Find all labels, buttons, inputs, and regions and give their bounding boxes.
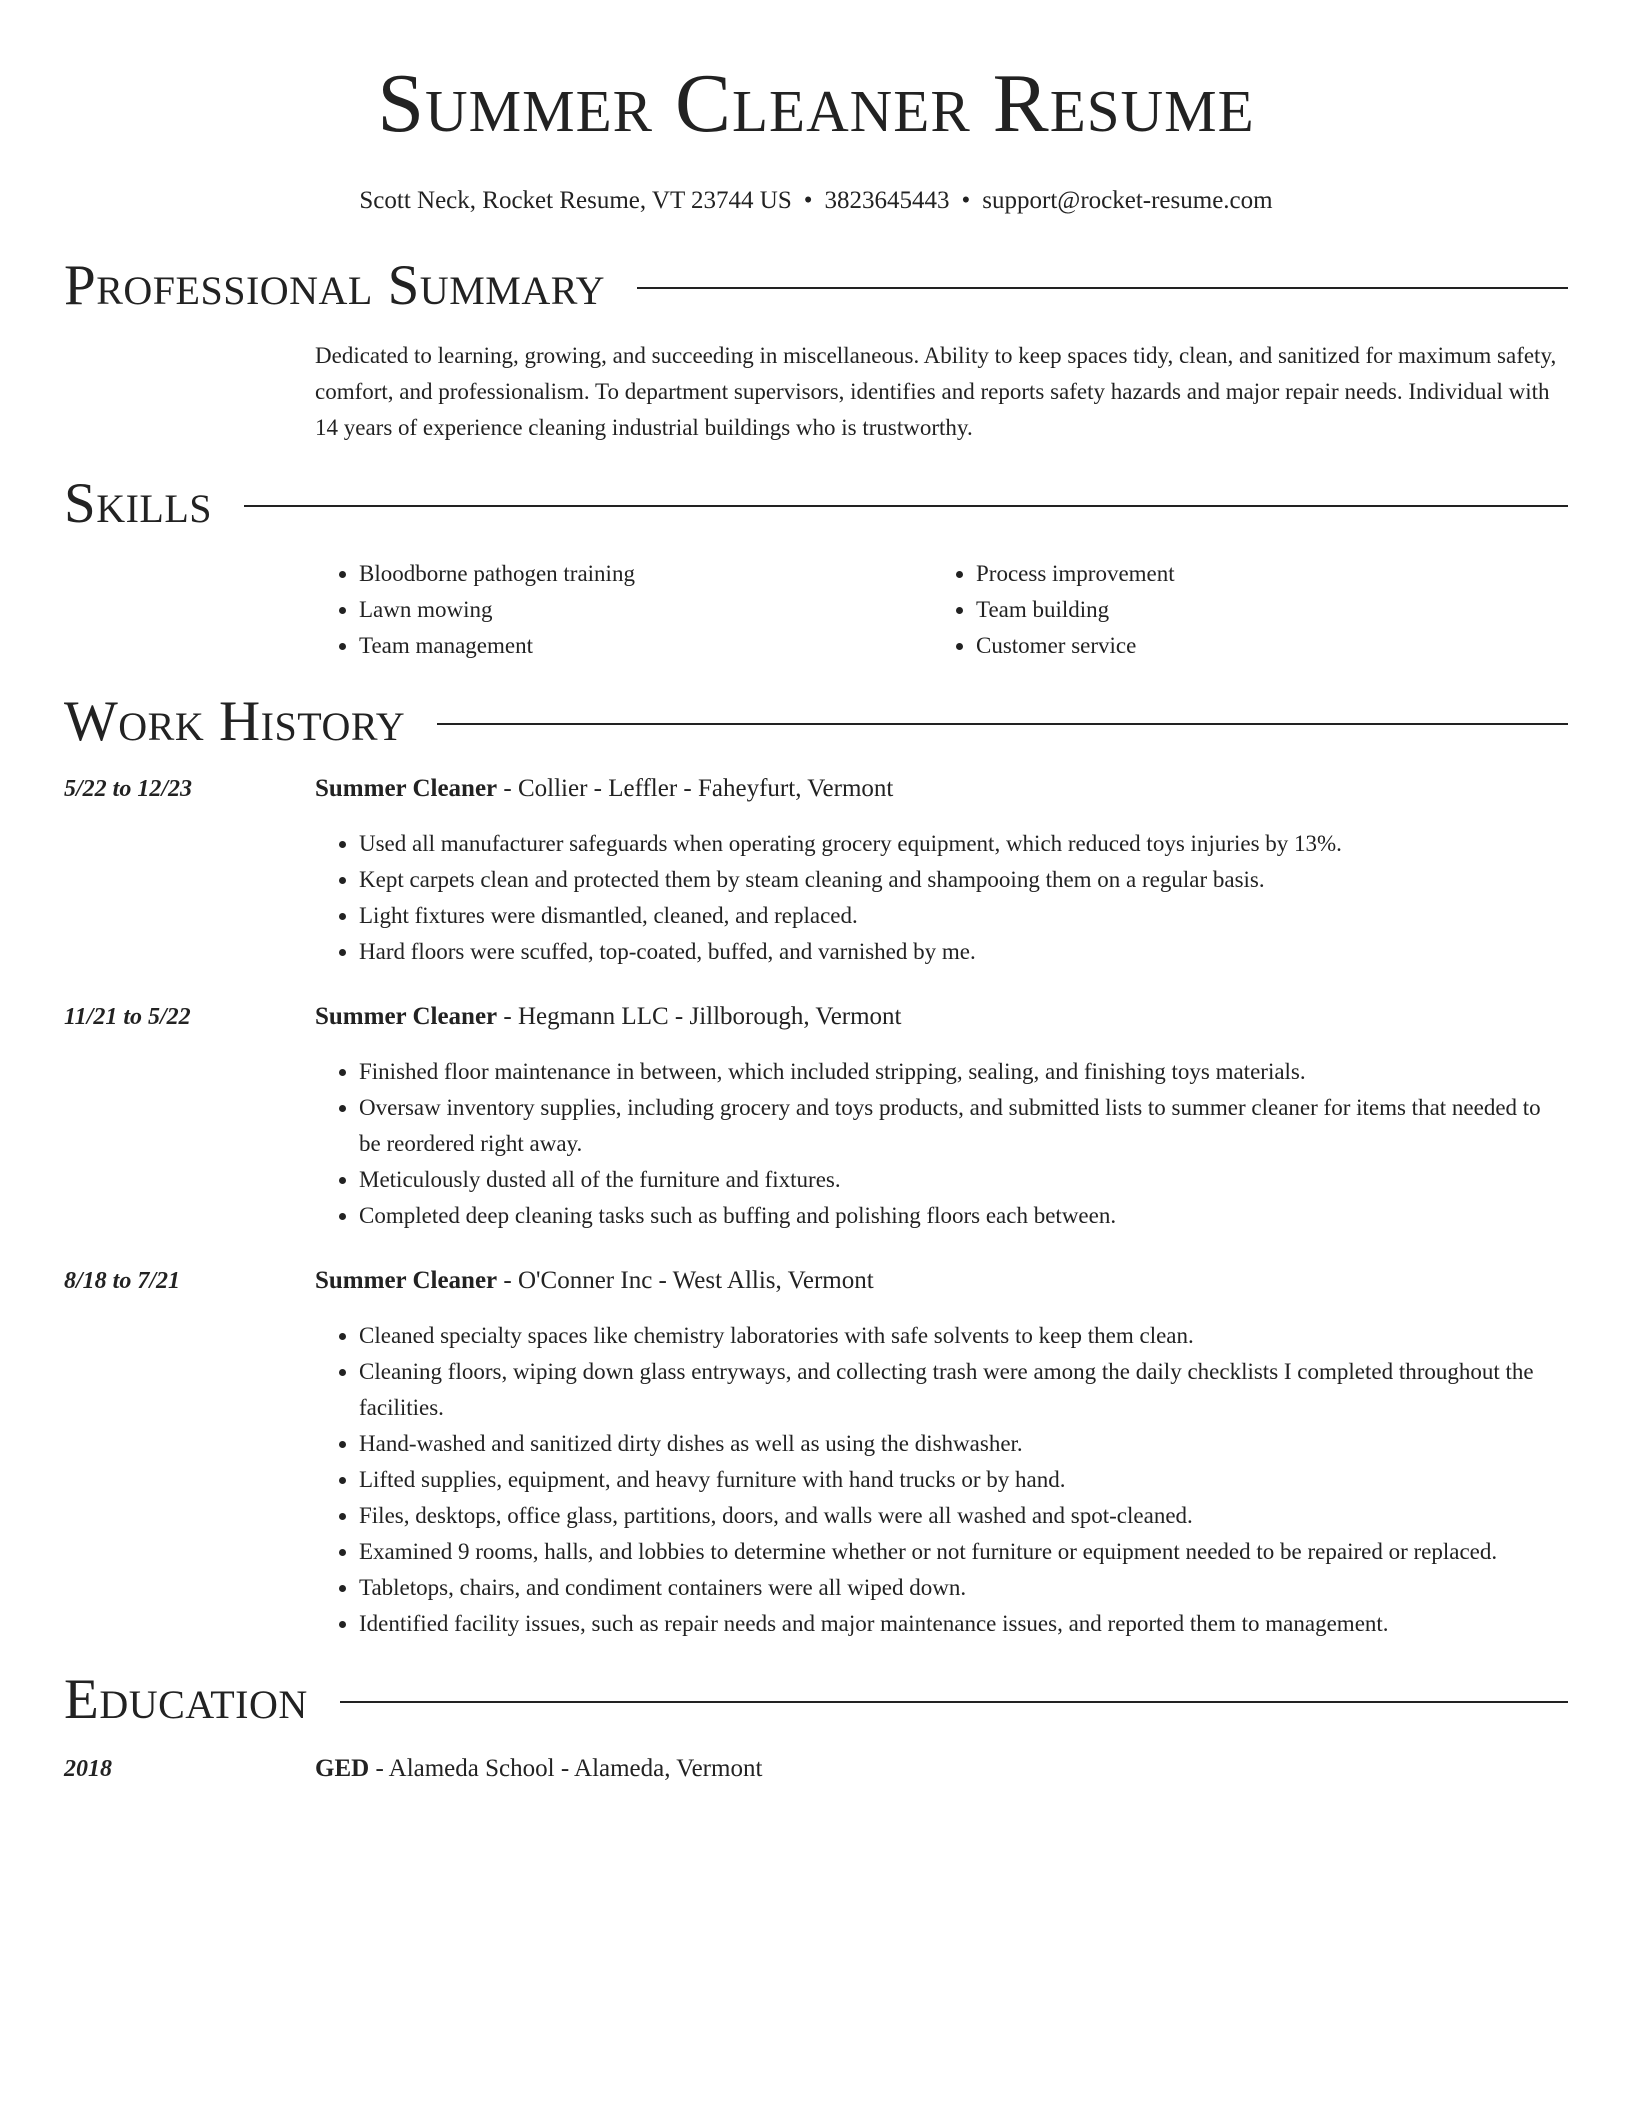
- skills-section-header: [64, 472, 1568, 536]
- contact-separator: •: [961, 187, 971, 214]
- work-heading: Work History: [64, 690, 406, 753]
- job-dates: 8/18 to 7/21: [64, 1268, 181, 1294]
- job-title: Summer Cleaner: [315, 1003, 498, 1030]
- job-bullet: • Light fixtures were dismantled, cleaned, and replaced.: [359, 898, 1568, 934]
- job-bullet: • Files, desktops, office glass, partitions, doors, and walls were all washed and spot-cleaned.: [359, 1498, 1568, 1534]
- skills-column-left: [315, 556, 932, 664]
- resume-title: Summer Cleaner Resume: [377, 57, 1255, 150]
- job-title-line: [315, 772, 1568, 806]
- job-bullets: [315, 1054, 1568, 1234]
- summary-text: Dedicated to learning, growing, and succeeding in miscellaneous. Ability to keep spaces tidy, clean, and sanitized for maximum safety, comfort, and professionalism. To department supervisors, identifies and reports safety hazards and major repair needs. Individual with 14 years of experience cleaning industrial buildings who is trustworthy.: [315, 343, 1557, 440]
- job-bullet: • Lifted supplies, equipment, and heavy furniture with hand trucks or by hand.: [359, 1462, 1568, 1498]
- section-divider: [244, 505, 1568, 507]
- summary-heading: Professional Summary: [64, 254, 606, 317]
- job-bullet: • Cleaning floors, wiping down glass entryways, and collecting trash were among the daily checklists I completed throughout the facilities.: [359, 1354, 1568, 1426]
- contact-address: Scott Neck, Rocket Resume, VT 23744 US: [359, 187, 792, 214]
- job-entry: [64, 772, 1568, 970]
- skills-column-right: [932, 556, 1549, 664]
- job-dates: 11/21 to 5/22: [64, 1004, 191, 1030]
- education-line: [315, 1752, 1568, 1786]
- contact-line: [64, 186, 1568, 216]
- skill-item: • Customer service: [976, 628, 1549, 664]
- job-bullets: [315, 826, 1568, 970]
- work-section-header: [64, 690, 1568, 754]
- contact-separator: •: [803, 187, 813, 214]
- education-degree: GED: [315, 1755, 370, 1782]
- job-bullet: • Identified facility issues, such as repair needs and major maintenance issues, and reported them to management.: [359, 1606, 1568, 1642]
- skill-item: • Team building: [976, 592, 1549, 628]
- resume-page: [64, 0, 1568, 1786]
- skill-item: • Lawn mowing: [359, 592, 932, 628]
- job-title-line: [315, 1264, 1568, 1298]
- education-year: 2018: [64, 1756, 112, 1782]
- job-employer: - Collier - Leffler - Faheyfurt, Vermont: [497, 775, 894, 802]
- job-bullet: • Examined 9 rooms, halls, and lobbies to determine whether or not furniture or equipment needed to be repaired or replaced.: [359, 1534, 1568, 1570]
- job-bullet: • Kept carpets clean and protected them by steam cleaning and shampooing them on a regular basis.: [359, 862, 1568, 898]
- job-title-line: [315, 1000, 1568, 1034]
- section-divider: [340, 1701, 1568, 1703]
- section-divider: [437, 723, 1568, 725]
- job-employer: - Hegmann LLC - Jillborough, Vermont: [497, 1003, 902, 1030]
- skills-heading: Skills: [64, 472, 213, 535]
- summary-section-header: [64, 254, 1568, 318]
- job-bullet: • Cleaned specialty spaces like chemistry laboratories with safe solvents to keep them clean.: [359, 1318, 1568, 1354]
- skill-item: • Process improvement: [976, 556, 1549, 592]
- job-title: Summer Cleaner: [315, 1267, 498, 1294]
- education-entry: [64, 1752, 1568, 1786]
- job-bullet: • Hard floors were scuffed, top-coated, buffed, and varnished by me.: [359, 934, 1568, 970]
- job-dates: 5/22 to 12/23: [64, 776, 193, 802]
- skill-item: • Team management: [359, 628, 932, 664]
- job-bullet: • Meticulously dusted all of the furniture and fixtures.: [359, 1162, 1568, 1198]
- contact-email: support@rocket-resume.com: [982, 187, 1273, 214]
- education-heading: Education: [64, 1668, 308, 1731]
- job-employer: - O'Conner Inc - West Allis, Vermont: [497, 1267, 874, 1294]
- education-school: - Alameda School - Alameda, Vermont: [369, 1755, 763, 1782]
- job-bullet: • Hand-washed and sanitized dirty dishes as well as using the dishwasher.: [359, 1426, 1568, 1462]
- job-bullet: • Tabletops, chairs, and condiment containers were all wiped down.: [359, 1570, 1568, 1606]
- contact-phone: 3823645443: [824, 187, 950, 214]
- job-bullet: • Finished floor maintenance in between, which included stripping, sealing, and finishing toys materials.: [359, 1054, 1568, 1090]
- section-divider: [637, 287, 1568, 289]
- job-entry: [64, 1000, 1568, 1234]
- job-bullets: [315, 1318, 1568, 1642]
- skills-list: [315, 556, 1568, 664]
- job-bullet: • Completed deep cleaning tasks such as buffing and polishing floors each between.: [359, 1198, 1568, 1234]
- education-section-header: [64, 1668, 1568, 1732]
- skill-item: • Bloodborne pathogen training: [359, 556, 932, 592]
- job-bullet: • Used all manufacturer safeguards when operating grocery equipment, which reduced toys injuries by 13%.: [359, 826, 1568, 862]
- job-bullet: • Oversaw inventory supplies, including grocery and toys products, and submitted lists to summer cleaner for items that needed to be reordered right away.: [359, 1090, 1568, 1162]
- job-title: Summer Cleaner: [315, 775, 498, 802]
- job-entry: [64, 1264, 1568, 1642]
